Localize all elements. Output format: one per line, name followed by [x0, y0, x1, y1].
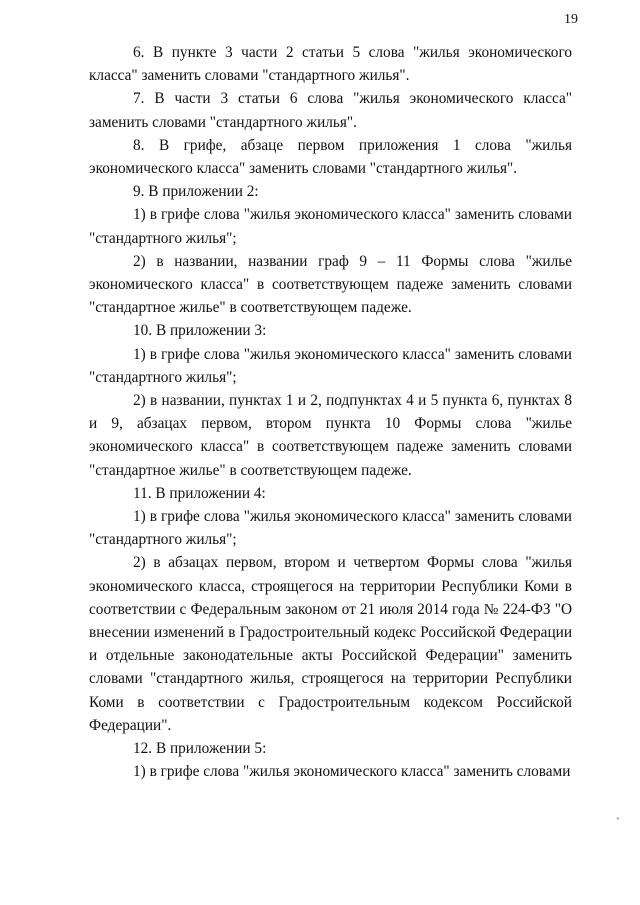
- paragraph-item-10-sub-1: 1) в грифе слова "жилья экономического класса" заменить словами "стандартного жилья";: [89, 345, 572, 386]
- scan-mark: `: [616, 815, 620, 829]
- paragraph-item-9-heading: 9. В приложении 2:: [133, 183, 259, 201]
- paragraph-item-12-heading: 12. В приложении 5:: [133, 740, 267, 758]
- paragraph-item-10-sub-2: 2) в названии, пунктах 1 и 2, подпунктах 4 и 5 пункта 6, пунктах 8 и 9, абзацах первом, втором пункта 10 Формы слова "жилье экономического класса" в соответствующем падеже заменить словами "стандартное жилье" в соответствующем падеже.: [89, 392, 572, 479]
- paragraph-item-9-sub-1: 1) в грифе слова "жилья экономического класса" заменить словами "стандартного жилья";: [89, 206, 572, 247]
- paragraph-item-11-heading: 11. В приложении 4:: [133, 484, 266, 502]
- paragraph-item-11-sub-1: 1) в грифе слова "жилья экономического класса" заменить словами "стандартного жилья";: [89, 508, 572, 549]
- paragraph-item-8: 8. В грифе, абзаце первом приложения 1 слова "жилья экономического класса" заменить словами "стандартного жилья".: [89, 136, 572, 178]
- paragraph-item-12-sub-1: 1) в грифе слова "жилья экономического класса" заменить словами: [133, 763, 571, 781]
- page-number: 19: [564, 12, 578, 27]
- paragraph-item-6: 6. В пункте 3 части 2 статьи 5 слова "жилья экономического класса" заменить словами "стандартного жилья".: [89, 44, 572, 85]
- paragraph-item-7: 7. В части 3 статьи 6 слова "жилья экономического класса" заменить словами "стандартного жилья".: [89, 90, 572, 131]
- paragraph-item-11-sub-2: 2) в абзацах первом, втором и четвертом Формы слова "жилья экономического класса, строящегося на территории Республики Коми в соответствии с Федеральным законом от 21 июля 2014 года № 224-ФЗ "О внесении изменений в Градостроительный кодекс Российской Федерации и отдельные законодательные акты Российской Федерации" заменить словами "стандартного жилья, строящегося на территории Республики Коми в соответствии с Градостроительным кодексом Российской Федерации".: [89, 554, 572, 734]
- document-body: [89, 41, 572, 784]
- paragraph-item-9-sub-2: 2) в названии, названии граф 9 – 11 Формы слова "жилье экономического класса" в соответствующем падеже заменить словами "стандартное жилье" в соответствующем падеже.: [89, 252, 572, 317]
- paragraph-item-10-heading: 10. В приложении 3:: [133, 322, 267, 340]
